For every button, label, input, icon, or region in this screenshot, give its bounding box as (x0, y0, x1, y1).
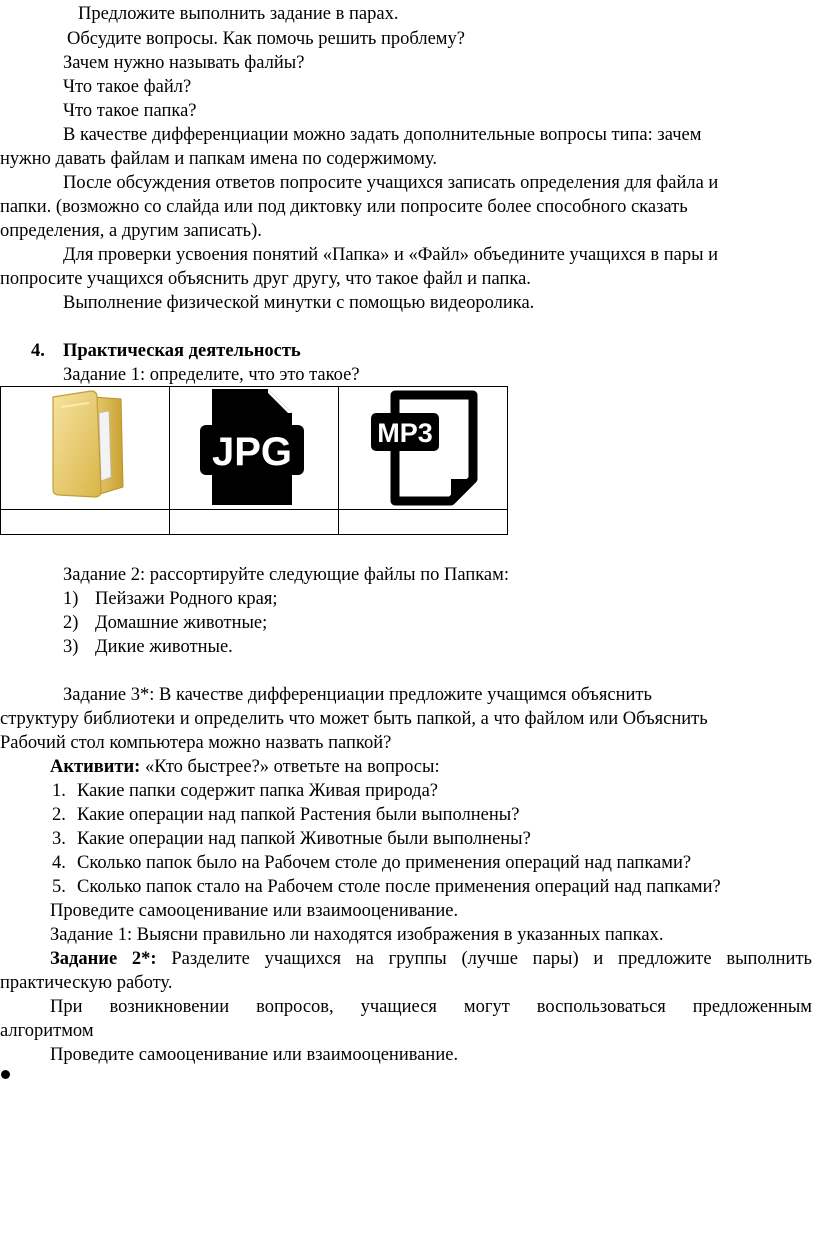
task-2-star-label: Задание 2*: (50, 949, 157, 969)
task-2-item-3: Дикие животные. (95, 637, 233, 657)
intro-line-5: Что такое папка? (63, 101, 197, 121)
intro-para-7-line-3: определения, а другим записать). (0, 221, 262, 241)
task-2-star-text: Разделите учащихся на группы (лучше пары) и предложите выполнить (156, 949, 812, 969)
activity-item-4: Сколько папок было на Рабочем столе до применения операций над папками? (77, 853, 692, 873)
mp3-label: MP3 (377, 418, 433, 448)
intro-para-8-line-1: Для проверки усвоения понятий «Папка» и «Файл» объедините учащихся в пары и (63, 245, 719, 265)
icon-cell-jpg (170, 387, 339, 510)
task-3-line-1: Задание 3*: В качестве дифференциации предложите учащимся объяснить (63, 685, 652, 705)
icons-row (1, 387, 508, 510)
folder-icon (1, 387, 169, 509)
evaluation-line-1: Проведите самооценивание или взаимооценивание. (50, 901, 459, 921)
task-2-star-line-2: практическую работу. (0, 973, 173, 993)
activity-item-3-num: 3. (52, 829, 66, 849)
intro-para-9: Выполнение физической минутки с помощью видеоролика. (63, 293, 535, 313)
section-number: 4. (31, 341, 45, 361)
icon-cell-mp3 (339, 387, 508, 510)
intro-para-7-line-1: После обсуждения ответов попросите учащихся записать определения для файла и (63, 173, 719, 193)
answer-cell-3[interactable] (339, 510, 508, 535)
activity-item-5: Сколько папок стало на Рабочем столе после применения операций над папками? (77, 877, 721, 897)
task-2-item-1: Пейзажи Родного края; (95, 589, 278, 609)
mp3-file-icon (339, 387, 507, 509)
intro-para-6-line-1: В качестве дифференциации можно задать дополнительные вопросы типа: зачем (63, 125, 702, 145)
intro-para-7-line-2: папки. (возможно со слайда или под диктовку или попросите более способного сказать (0, 197, 688, 217)
icons-table (0, 386, 508, 535)
questions-line-1: При возникновении вопросов, учащиеся могут воспользоваться предложенным (50, 997, 812, 1017)
intro-line-3: Зачем нужно называть фалйы? (63, 53, 305, 73)
answers-row (1, 510, 508, 535)
intro-line-2: Обсудите вопросы. Как помочь решить проблему? (67, 29, 465, 49)
task-3-line-2: структуру библиотеки и определить что может быть папкой, а что файлом или Объяснить (0, 709, 708, 729)
activity-line (50, 755, 440, 779)
section-title: Практическая деятельность (63, 341, 301, 361)
task-1-title: Задание 1: определите, что это такое? (63, 365, 360, 385)
activity-label: Активити: (50, 757, 141, 777)
task-2-title: Задание 2: рассортируйте следующие файлы по Папкам: (63, 565, 509, 585)
activity-item-2-num: 2. (52, 805, 66, 825)
task-2-item-3-num: 3) (63, 637, 79, 657)
task-2-item-2-num: 2) (63, 613, 79, 633)
evaluation-line-2: Проведите самооценивание или взаимооценивание. (50, 1045, 459, 1065)
task-1-check: Задание 1: Выясни правильно ли находятся изображения в указанных папках. (50, 925, 664, 945)
intro-line-4: Что такое файл? (63, 77, 192, 97)
answer-cell-2[interactable] (170, 510, 339, 535)
task-3-line-3: Рабочий стол компьютера можно назвать папкой? (0, 733, 392, 753)
questions-paragraph (0, 995, 812, 1043)
intro-line-1: Предложите выполнить задание в парах. (78, 4, 399, 24)
answer-cell-1[interactable] (1, 510, 170, 535)
intro-para-8-line-2: попросите учащихся объяснить друг другу, что такое файл и папка. (0, 269, 531, 289)
activity-item-5-num: 5. (52, 877, 66, 897)
task-2-star-paragraph (0, 947, 812, 995)
task-2-star-line-1 (0, 947, 812, 971)
bullet-mark (1, 1070, 10, 1079)
questions-line-2: алгоритмом (0, 1021, 94, 1041)
activity-item-2: Какие операции над папкой Растения были выполнены? (77, 805, 520, 825)
intro-para-6-line-2: нужно давать файлам и папкам имена по содержимому. (0, 149, 438, 169)
activity-item-3: Какие операции над папкой Животные были выполнены? (77, 829, 531, 849)
activity-item-4-num: 4. (52, 853, 66, 873)
activity-item-1: Какие папки содержит папка Живая природа? (77, 781, 438, 801)
icon-cell-folder (1, 387, 170, 510)
jpg-file-icon (170, 387, 338, 509)
jpg-label: JPG (211, 430, 293, 474)
activity-item-1-num: 1. (52, 781, 66, 801)
activity-text: «Кто быстрее?» ответьте на вопросы: (140, 757, 440, 777)
task-2-item-1-num: 1) (63, 589, 79, 609)
task-2-item-2: Домашние животные; (95, 613, 268, 633)
